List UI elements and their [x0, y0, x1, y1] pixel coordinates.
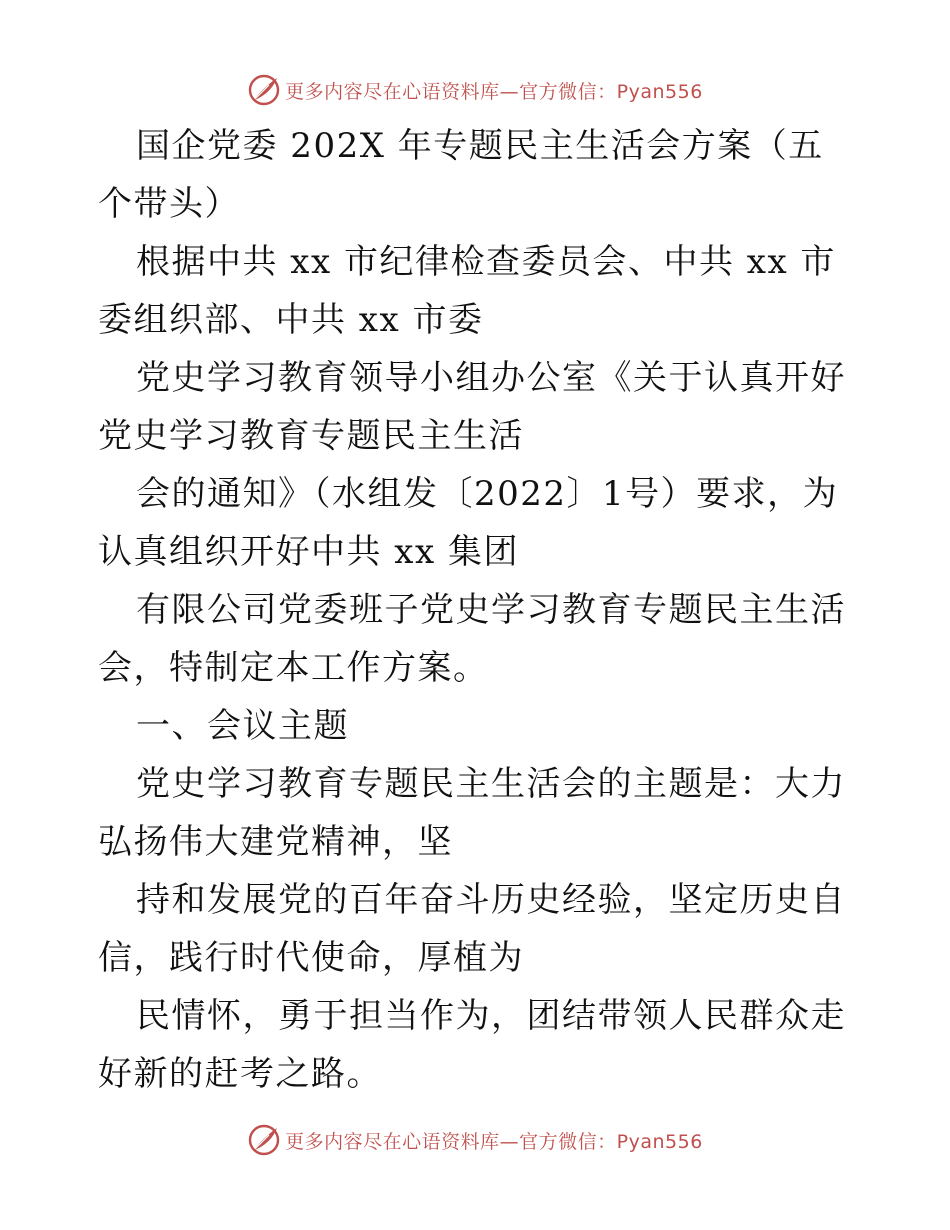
watermark-text: 更多内容尽在心语资料库—官方微信：Pyan556: [285, 80, 703, 103]
paragraph: 持和发展党的百年奋斗历史经验，坚定历史自信，践行时代使命，厚植为: [98, 880, 846, 978]
paragraph: 会的通知》（水组发〔2022〕1号）要求，为认真组织开好中共 xx 集团: [98, 474, 839, 572]
document-title: 国企党委 202X 年专题民主生活会方案（五个带头）: [98, 126, 824, 224]
footer-watermark: [0, 1120, 950, 1160]
paragraph: 民情怀，勇于担当作为，团结带领人民群众走好新的赶考之路。: [98, 996, 846, 1094]
paragraph: 党史学习教育专题民主生活会的主题是：大力弘扬伟大建党精神，坚: [98, 764, 846, 862]
document-body: [0, 117, 950, 1103]
watermark-text: 更多内容尽在心语资料库—官方微信：Pyan556: [285, 1130, 703, 1153]
section-heading: 一、会议主题: [136, 706, 349, 746]
paragraph: 有限公司党委班子党史学习教育专题民主生活会，特制定本工作方案。: [98, 590, 846, 688]
paragraph: 根据中共 xx 市纪律检查委员会、中共 xx 市委组织部、中共 xx 市委: [98, 242, 836, 340]
feather-pen-logo-icon: [247, 1123, 281, 1157]
feather-pen-logo-icon: [247, 73, 281, 107]
paragraph: 党史学习教育领导小组办公室《关于认真开好党史学习教育专题民主生活: [98, 358, 846, 456]
header-watermark: [0, 70, 950, 110]
